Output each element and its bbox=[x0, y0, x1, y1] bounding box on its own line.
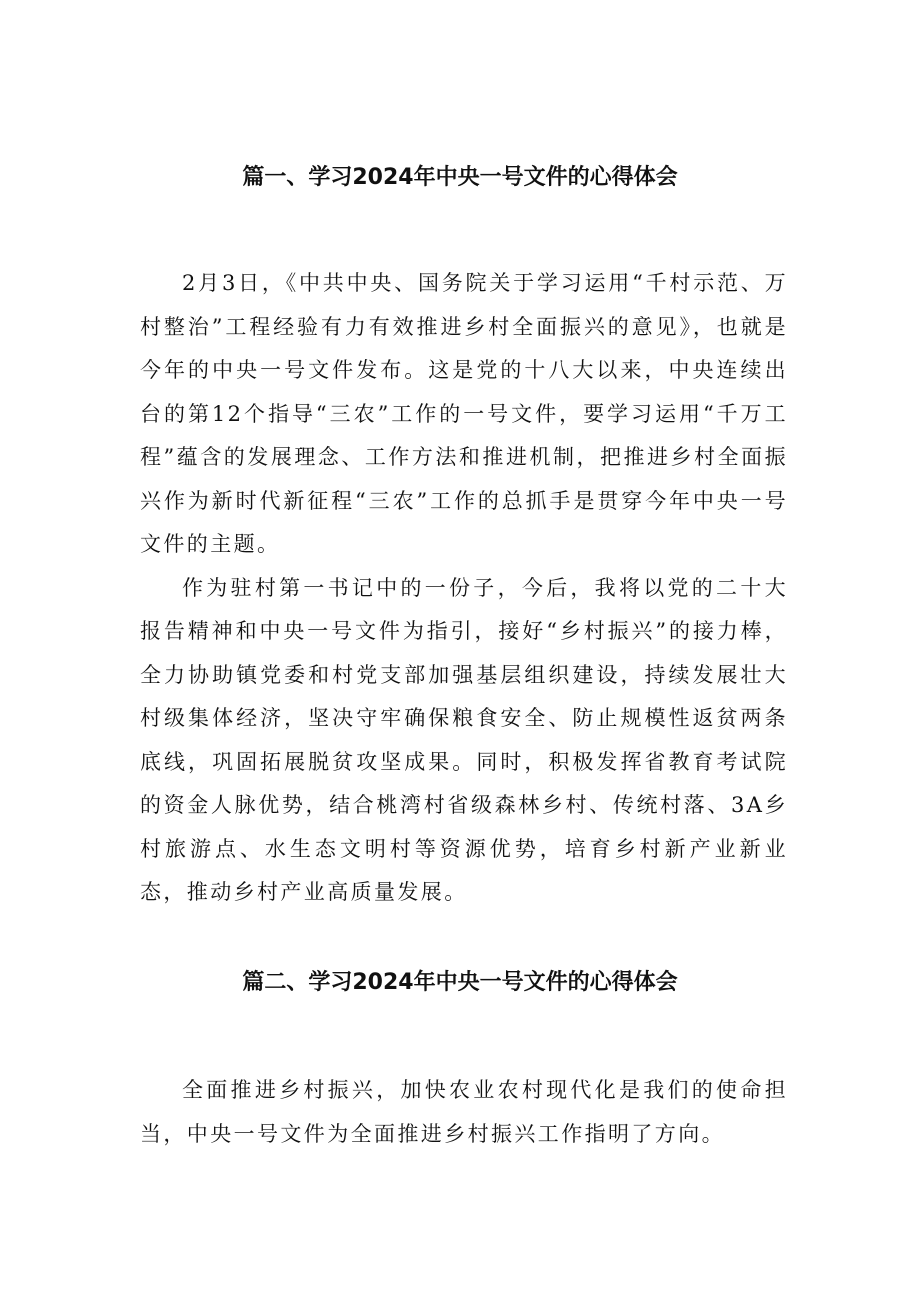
section-2-paragraph-1: 全面推进乡村振兴，加快农业农村现代化是我们的使命担当，中央一号文件为全面推进乡村振兴工作指明了方向。 bbox=[140, 1078, 788, 1146]
section-1-body bbox=[140, 262, 788, 915]
section-2-body bbox=[140, 1069, 788, 1156]
section-1-title: 篇一、学习2024年中央一号文件的心得体会 bbox=[242, 165, 678, 190]
section-1-paragraph-1: 2月3日，《中共中央、国务院关于学习运用“千村示范、万村整治”工程经验有力有效推进乡村全面振兴的意见》，也就是今年的中央一号文件发布。这是党的十八大以来，中央连续出台的第12个指导“三农”工作的一号文件，要学习运用“千万工程”蕴含的发展理念、工作方法和推进机制，把推进乡村全面振兴作为新时代新征程“三农”工作的总抓手是贯穿今年中央一号文件的主题。 bbox=[140, 271, 788, 556]
section-2-title: 篇二、学习2024年中央一号文件的心得体会 bbox=[242, 970, 678, 995]
section-1-paragraph-2: 作为驻村第一书记中的一份子，今后，我将以党的二十大报告精神和中央一号文件为指引，接好“乡村振兴”的接力棒，全力协助镇党委和村党支部加强基层组织建设，持续发展壮大村级集体经济，坚决守牢确保粮食安全、防止规模性返贫两条底线，巩固拓展脱贫攻坚成果。同时，积极发挥省教育考试院的资金人脉优势，结合桃湾村省级森林乡村、传统村落、3A乡村旅游点、水生态文明村等资源优势，培育乡村新产业新业态，推动乡村产业高质量发展。 bbox=[140, 575, 788, 904]
